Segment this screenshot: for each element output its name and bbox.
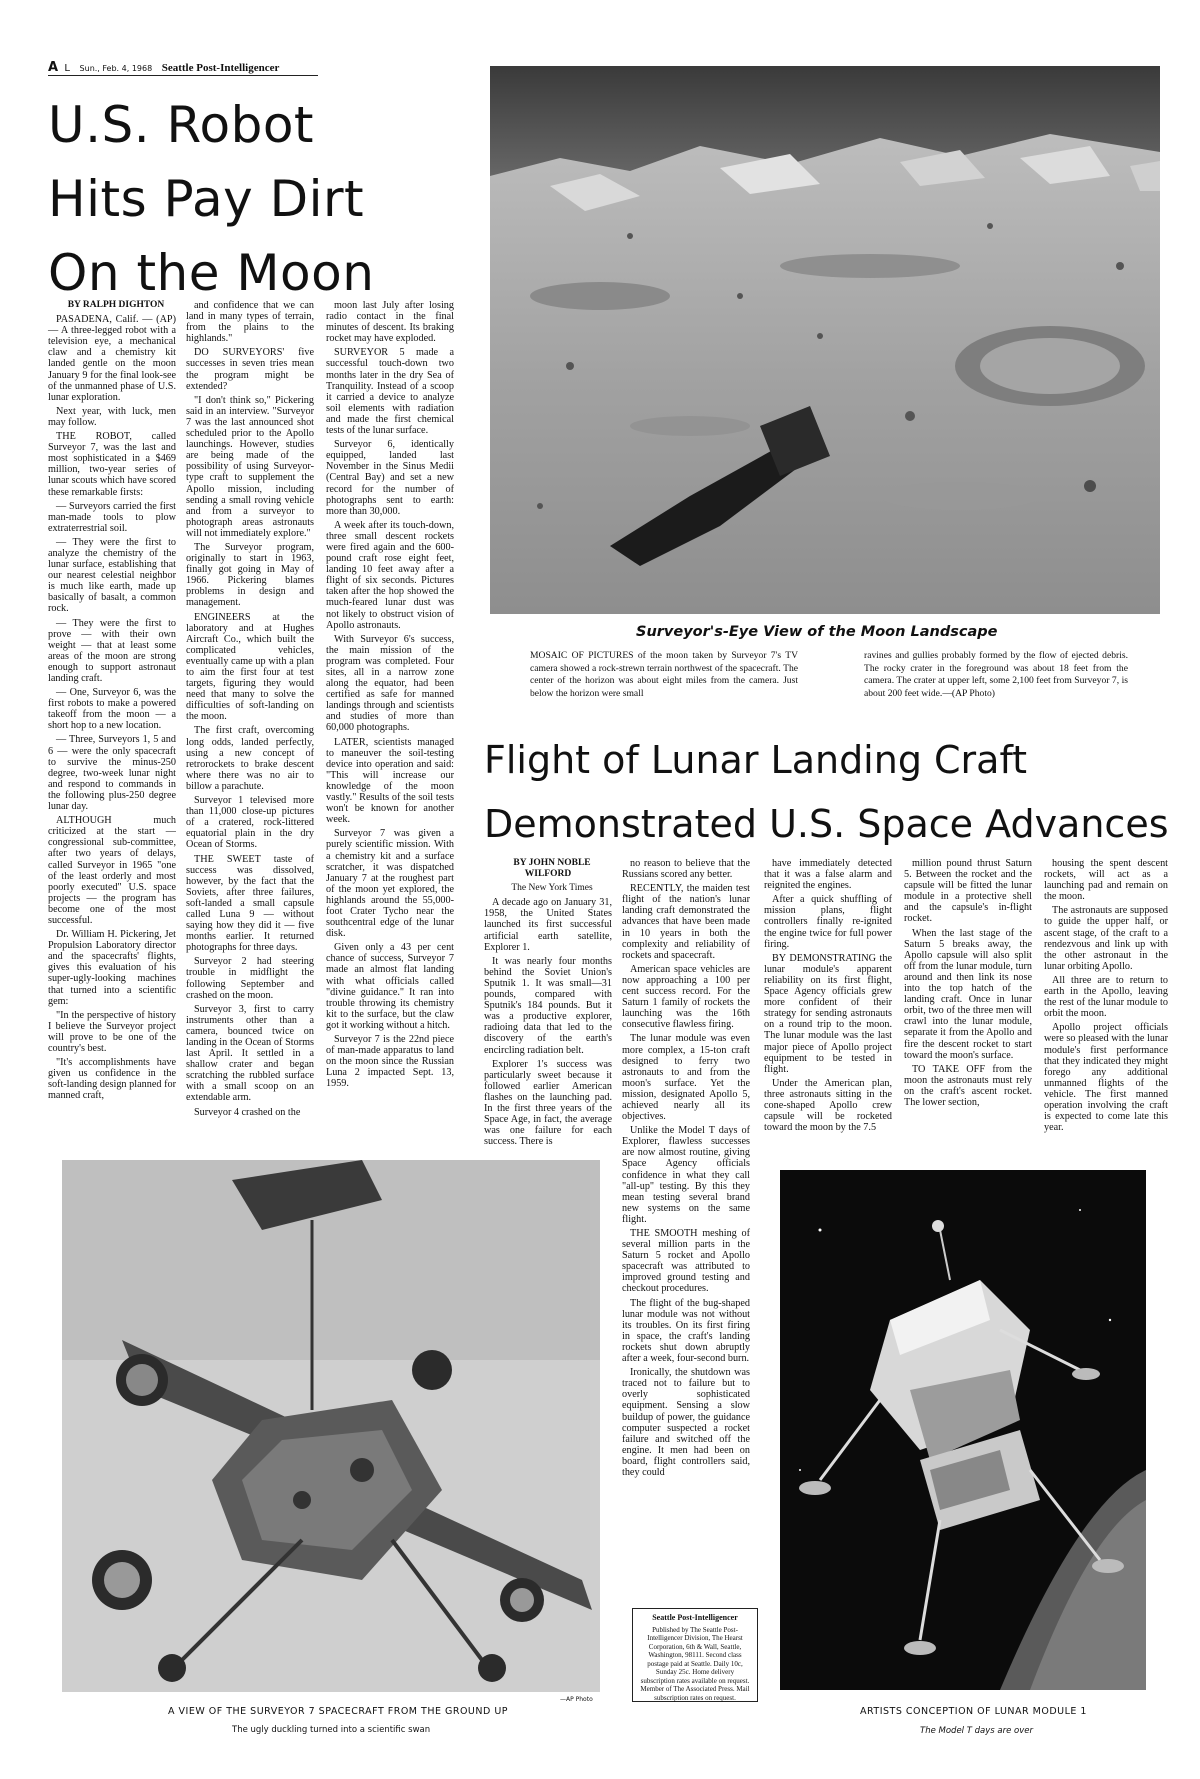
paragraph: "It's accomplishments have given us confidence in the soft-landing design planned for manned craft, — [48, 1057, 176, 1102]
paragraph: Surveyor 1 televised more than 11,000 close-up pictures of a cratered, rock-littered equatorial plain in the dry Ocean of Storms. — [186, 795, 314, 851]
paragraph: The lunar module was even more complex, a 15-ton craft designed to ferry two astronauts to and from the moon's surface. Yet the mission, designated Apollo 5, achieved nearly all its objectives. — [622, 1033, 750, 1123]
paragraph: million pound thrust Saturn 5. Between the rocket and the capsule will be fitted the lunar module in a protective shell and the capsule's in-flight rocket. — [904, 858, 1032, 925]
paragraph: American space vehicles are now approaching a 100 per cent success record. For the Saturn 1 family of rockets the launching was the 16th consecutive flawless firing. — [622, 963, 750, 1031]
paragraph: housing the spent descent rockets, will act as a launching pad and remain on the moon. — [1044, 858, 1168, 903]
story2-column-3 — [764, 858, 892, 1158]
paragraph: Under the American plan, three astronauts sitting in the cone-shaped Apollo crew capsule will be rocketed toward the moon by the 7.5 — [764, 1077, 892, 1134]
paragraph: RECENTLY, the maiden test flight of the nation's lunar landing craft demonstrated the advances that have been made in 10 years in both the complexity and reliability of rockets and spacecraft. — [622, 883, 750, 961]
paragraph: Explorer 1's success was particularly sweet because it followed earlier American flashes on the launching pad. In the first three years of the Space Age, in fact, the average was one failure for each success. There is — [484, 1058, 612, 1148]
paragraph: Unlike the Model T days of Explorer, flawless successes are now almost routine, giving Space Agency officials confidence in what they call "all-up" testing. By this they mean testing several brand new systems on the same flight. — [622, 1125, 750, 1225]
moon-photo-caption-left: MOSAIC OF PICTURES of the moon taken by Surveyor 7's TV camera showed a rock-strewn terrain northwest of the spacecraft. The center of the horizon was about eight miles from the camera. Just below the horizon were small — [530, 650, 798, 699]
issue-date: Sun., Feb. 4, 1968 — [79, 64, 153, 73]
paragraph: It was nearly four months behind the Soviet Union's Sputnik 1. It was small—31 pounds, compared with Sputnik's 184 pounds. But it was a productive explorer, radioing data that led to the discovery of the earth's encircling radiation belt. — [484, 955, 612, 1056]
publisher-info-text: Published by The Seattle Post-Intelligencer Division, The Hearst Corporation, 6th & Wall, Seattle, Washington, 98111. Second class postage paid at Seattle. Daily 10c, Sunday 25c. Home delivery subscription rates available on request. Member of The Associated Press. Mail subscription rates on request. — [640, 1625, 750, 1702]
story2-headline — [484, 728, 1169, 856]
paragraph: LATER, scientists managed to maneuver the soil-testing device into operation and said: "This will increase our knowledge of the moon vastly." Results of the soil tests won't be known for another week. — [326, 736, 454, 826]
paragraph: The Surveyor program, originally to start in 1963, finally got going in May of 1966. Pickering blames problems in design and management. — [186, 541, 314, 609]
paragraph: After a quick shuffling of mission plans, flight controllers finally re-ignited the engine twice for full power firing. — [764, 894, 892, 950]
paragraph: Next year, with luck, men may follow. — [48, 405, 176, 428]
paragraph: Surveyor 6, identically equipped, landed last November in the Sinus Medii (Central Bay) and set a new record for the number of photographs sent to earth: more than 30,000. — [326, 439, 454, 517]
paragraph: THE SWEET taste of success was dissolved, however, by the fact that the Soviets, after three failures, soft-landed a small capsule called Luna 9 — without saying how they did it — five months earlier. It returned photographs for three days. — [186, 853, 314, 954]
story1-column-3 — [326, 300, 454, 1190]
story1-column-2 — [186, 300, 314, 1118]
paragraph: Surveyor 3, first to carry instruments other than a camera, bounced twice on landing in the Ocean of Storms last April. It settled in a shallow crater and began scratching the rubbled surface with a small scoop on an extendable arm. — [186, 1003, 314, 1104]
paragraph: — They were the first to prove — with their own weight — that at least some areas of the moon are strong enough to support astronaut landing craft. — [48, 617, 176, 684]
paragraph: — Surveyors carried the first man-made tools to plow extraterrestrial soil. — [48, 500, 176, 534]
paragraph: Apollo project officials were so pleased with the lunar module's first performance that they indicated they might forego any additional unmanned flights of the vehicle. The first manned operation involving the craft is expected to come late this year. — [1044, 1022, 1168, 1134]
story2-column-4 — [904, 858, 1032, 1158]
paragraph: no reason to believe that the Russians scored any better. — [622, 858, 750, 881]
paragraph: BY DEMONSTRATING the lunar module's apparent reliability on its first flight, Space Agency officials grew more confident of their strategy for sending astronauts on a round trip to the moon. The lunar module was the last major piece of Apollo project equipment to be tested in flight. — [764, 952, 892, 1075]
paragraph: With Surveyor 6's success, the main mission of the program was completed. Four sites, all in a narrow zone along the equator, had been certified as safe for manned landings through and scientists and studies of more than 60,000 photographs. — [326, 633, 454, 734]
paragraph: Surveyor 7 was given a purely scientific mission. With a chemistry kit and a surface scratcher, it was dispatched January 7 at the roughest part of the moon yet explored, the highlands around the 55,000-foot Crater Tycho near the southcentral edge of the lunar disk. — [326, 828, 454, 940]
surveyor-photo-caption: A VIEW OF THE SURVEYOR 7 SPACECRAFT FROM THE GROUND UP — [168, 1706, 509, 1717]
masthead — [48, 60, 279, 75]
surveyor-photo-credit: —AP Photo — [560, 1696, 593, 1703]
paragraph: THE SMOOTH meshing of several million parts in the Saturn 5 rocket and Apollo spacecraft was attributed to improved ground testing and checkout procedures. — [622, 1228, 750, 1295]
paragraph: All three are to return to earth in the Apollo, leaving the rest of the lunar module to orbit the moon. — [1044, 974, 1168, 1020]
paragraph: The astronauts are supposed to guide the upper half, or ascent stage, of the craft to a rendezvous and link up with the other astronaut in the lunar orbiting Apollo. — [1044, 905, 1168, 972]
paper-name: Seattle Post-Intelligencer — [161, 62, 280, 74]
lunar-module-caption: ARTISTS CONCEPTION OF LUNAR MODULE 1 — [860, 1706, 1087, 1717]
moon-photo-caption-title: Surveyor's-Eye View of the Moon Landscape — [636, 624, 998, 640]
story1-column-1 — [48, 300, 176, 1102]
section-letter: L — [64, 63, 70, 74]
story2-column-2 — [622, 858, 750, 1688]
paragraph: — Three, Surveyors 1, 5 and 6 — were the only spacecraft to survive the minus-250 degree, two-week lunar night and respond to commands in the following plus-250 degree lunar day. — [48, 734, 176, 813]
moon-photo-caption-right: ravines and gullies probably formed by the flow of ejected debris. The rocky crater in the foreground was about 18 feet from the camera. The crater at upper left, some 2,100 feet from Surveyor 7, is about 200 feet wide.—(AP Photo) — [864, 650, 1128, 699]
lunar-module-illustration — [780, 1170, 1146, 1690]
paragraph: THE ROBOT, called Surveyor 7, was the last and most sophisticated in a $469 million, two-year series of lunar scouts which have scored these remarkable firsts: — [48, 431, 176, 498]
paragraph: "I don't think so," Pickering said in an interview. "Surveyor 7 was the last announced shot scheduled prior to the Apollo launchings. However, studies are being made of the possibility of using Surveyor-type craft to supplement the Apollo mission, including sending a small roving vehicle and from a surveyor to photograph areas astronauts will not immediately explore." — [186, 394, 314, 539]
paragraph: ENGINEERS at the laboratory and at Hughes Aircraft Co., which built the complicated vehicles, eventually came up with a plan to aim the first four at test targets, figuring they would need that many to solve the difficulties of soft-landing on the moon. — [186, 611, 314, 723]
surveyor-spacecraft-photo — [62, 1160, 600, 1692]
surveyor-photo-subcaption: The ugly duckling turned into a scientific swan — [232, 1725, 431, 1735]
story1-headline-line2: Hits Pay Dirt — [48, 170, 365, 228]
paragraph: Dr. William H. Pickering, Jet Propulsion Laboratory director and the spacecrafts' flights, gives this evaluation of his super-ugly-looking machines that turned into a scientific gem: — [48, 929, 176, 1007]
paragraph: When the last stage of the Saturn 5 breaks away, the Apollo capsule will also split off from the lunar module, turn around and then link its nose into the top hatch of the landing craft. Once in lunar orbit, two of the three men will crawl into the lunar module, separate it from the Apollo and fire the descent rocket to start toward the moon's surface. — [904, 927, 1032, 1061]
story2-headline-line1: Flight of Lunar Landing Craft — [484, 738, 1028, 782]
story1-headline — [48, 88, 374, 310]
paragraph: Surveyor 4 crashed on the — [194, 1106, 301, 1118]
paragraph: PASADENA, Calif. — (AP) — A three-legged robot with a television eye, a mechanical claw and a chemistry kit landed gentle on the moon January 9 for the final look-see of the unmanned phase of U.S. lunar exploration. — [48, 314, 176, 403]
story2-byline-source: The New York Times — [511, 883, 593, 894]
paragraph: The flight of the bug-shaped lunar module was not without its troubles. On its first firing in space, the craft's landing rockets shut down abruptly after a week, four-second burn. — [622, 1297, 750, 1365]
paragraph: ALTHOUGH much criticized at the start — congressional sub-committee, after two years of delays, called Surveyor in 1965 "one of the least orderly and most poorly executed" U.S. space projects — the program has become one of the most successful. — [48, 815, 176, 926]
story1-headline-line3: On the Moon — [48, 244, 375, 302]
story2-column-5 — [1044, 858, 1168, 1158]
paragraph: "In the perspective of history I believe the Surveyor project will prove to be one of the country's best. — [48, 1009, 176, 1054]
story2-headline-line2: Demonstrated U.S. Space Advances — [484, 802, 1169, 846]
publisher-info-title: Seattle Post-Intelligencer — [652, 1613, 738, 1622]
paragraph: moon last July after losing radio contact in the final minutes of descent. Its braking rocket may have exploded. — [326, 300, 454, 345]
paragraph: A week after its touch-down, three small descent rockets were fired again and the 600-pound craft rose eight feet, landing 10 feet away after a flight of six seconds. Pictures taken after the hop showed the much-feared lunar dust was not likely to obstruct vision of Apollo astronauts. — [326, 519, 454, 631]
page-letter: A — [48, 60, 59, 75]
paragraph: TO TAKE OFF from the moon the astronauts must rely on the craft's ascent rocket. The lower section, — [904, 1063, 1032, 1108]
story2-column-1 — [484, 858, 612, 1178]
paragraph: — One, Surveyor 6, was the first robots to make a powered takeoff from the moon — a short hop to a new location. — [48, 687, 176, 732]
paragraph: SURVEYOR 5 made a successful touch-down two months later in the dry Sea of Tranquility. Instead of a scoop it carried a device to analyze soil elements with radiation and made the first chemical tests of the lunar surface. — [326, 347, 454, 437]
paragraph: Surveyor 2 had steering trouble in midflight the following September and crashed on the moon. — [186, 956, 314, 1001]
masthead-rule — [48, 75, 318, 76]
story1-headline-line1: U.S. Robot — [48, 96, 315, 154]
lunar-module-subcaption: The Model T days are over — [920, 1726, 1033, 1736]
paragraph: A decade ago on January 31, 1958, the United States launched its first successful artificial earth satellite, Explorer 1. — [484, 897, 612, 953]
paragraph: Surveyor 7 is the 22nd piece of man-made apparatus to land on the moon since the Russian Luna 2 impacted Sept. 13, 1959. — [326, 1034, 454, 1090]
paragraph: and confidence that we can land in many types of terrain, from the plains to the highlands." — [186, 300, 314, 345]
paragraph: The first craft, overcoming long odds, landed perfectly, using a new concept of retrorockets to brake descent where there was no air to billow a parachute. — [186, 725, 314, 792]
story1-byline: BY RALPH DIGHTON — [67, 300, 165, 310]
paragraph: Given only a 43 per cent chance of success, Surveyor 7 made an almost flat landing with what officials called "divine guidance." It ran into trouble throwing its chemistry kit to the surface, but the claw got it working without a hitch. — [326, 942, 454, 1031]
paragraph: have immediately detected that it was a false alarm and reignited the engines. — [764, 858, 892, 892]
paragraph: — They were the first to analyze the chemistry of the lunar surface, establishing that our nearest celestial neighbor is much like earth, made up basically of basalt, a common rock. — [48, 536, 176, 615]
paragraph: Ironically, the shutdown was traced not to failure but to overly sophisticated equipment. Sensing a slow buildup of power, the guidance computer suspected a rocket failure and switched off the engine. It men had been on board, flight controllers said, they could — [622, 1367, 750, 1478]
publisher-info-box — [632, 1608, 758, 1702]
story2-byline: BY JOHN NOBLE WILFORD — [513, 858, 591, 880]
paragraph: DO SURVEYORS' five successes in seven tries mean the program might be extended? — [186, 347, 314, 392]
moon-landscape-photo — [490, 66, 1160, 614]
